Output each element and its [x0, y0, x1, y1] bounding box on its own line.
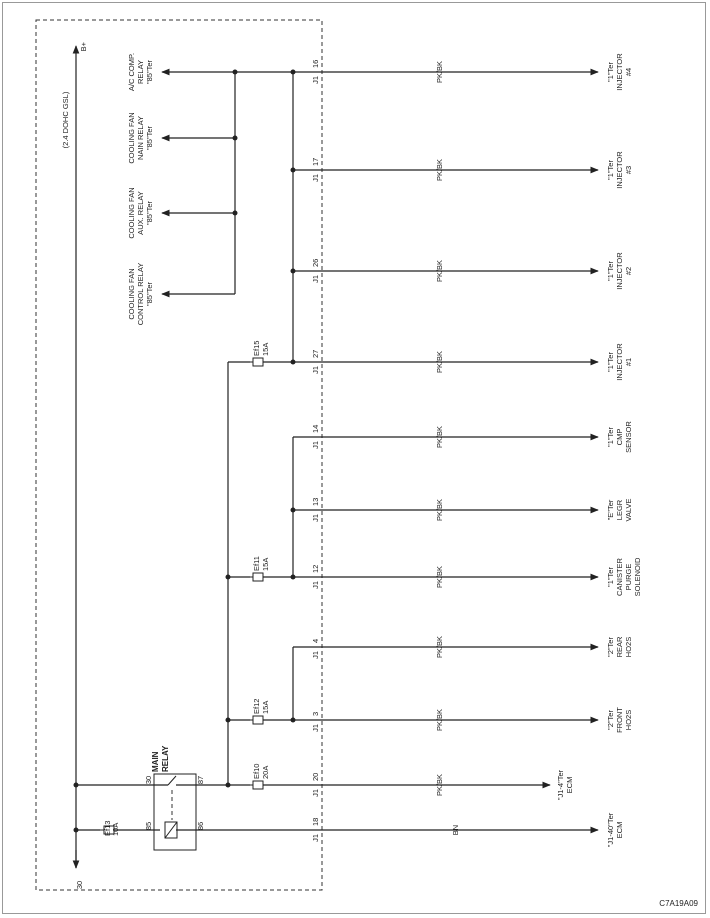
- svg-text:NAIN RELAY: NAIN RELAY: [136, 115, 145, 161]
- load-label-legr-valve: [606, 498, 633, 521]
- fuse-ef13-name: Ef13: [103, 820, 112, 836]
- svg-text:16: 16: [311, 59, 320, 68]
- load-label-cmp-sensor: [606, 421, 633, 453]
- svg-text:COOLING FAN: COOLING FAN: [127, 112, 136, 164]
- svg-text:"1"Ter: "1"Ter: [606, 352, 615, 372]
- label-ac-comp-relay: [127, 53, 154, 91]
- wire-color-label: BN: [451, 824, 460, 836]
- load-label-injector-1: [606, 343, 633, 381]
- svg-text:#2: #2: [624, 266, 633, 276]
- label-cooling-fan-control-relay: [127, 263, 154, 326]
- svg-text:INJECTOR: INJECTOR: [615, 53, 624, 91]
- svg-text:Ef12: Ef12: [252, 698, 261, 714]
- svg-text:"1"Ter: "1"Ter: [606, 567, 615, 587]
- svg-text:CANISTER: CANISTER: [615, 558, 624, 596]
- svg-text:J1: J1: [311, 76, 320, 84]
- fuse-box-outline: [36, 20, 322, 890]
- svg-text:REAR: REAR: [615, 636, 624, 658]
- relay-pin-85: 85: [144, 821, 153, 831]
- pin-label-4: [311, 639, 320, 659]
- relay-switch: [168, 776, 176, 785]
- svg-text:20: 20: [311, 772, 320, 781]
- svg-text:"85"Ter: "85"Ter: [145, 200, 154, 226]
- wire-color-label: PK/BK: [435, 425, 444, 449]
- svg-text:FRONT: FRONT: [615, 707, 624, 733]
- fuse-ef15-symbol: [250, 358, 263, 366]
- svg-text:COOLING FAN: COOLING FAN: [127, 268, 136, 320]
- svg-text:"J1-40"Ter: "J1-40"Ter: [606, 812, 615, 848]
- figure-code: C7A19A09: [659, 899, 698, 908]
- svg-text:"1"Ter: "1"Ter: [606, 160, 615, 180]
- svg-text:INJECTOR: INJECTOR: [615, 151, 624, 189]
- svg-text:"85"Ter: "85"Ter: [145, 281, 154, 307]
- relay-pin-87: 87: [196, 775, 205, 785]
- svg-text:RELAY: RELAY: [136, 59, 145, 85]
- svg-text:18: 18: [311, 817, 320, 826]
- wire-color-label: PK/BK: [435, 773, 444, 797]
- load-label-injector-3: [606, 151, 633, 189]
- label-cooling-fan-aux-relay: [127, 187, 154, 238]
- label-cooling-fan-main-relay: [127, 112, 154, 163]
- svg-text:#3: #3: [624, 165, 633, 175]
- relay-coil-diagonal: [165, 822, 177, 838]
- relay-pin-30: 30: [144, 775, 153, 785]
- svg-text:INJECTOR: INJECTOR: [615, 252, 624, 290]
- svg-text:27: 27: [311, 349, 320, 358]
- svg-text:3: 3: [311, 711, 320, 716]
- svg-text:J1: J1: [311, 581, 320, 589]
- svg-text:17: 17: [311, 157, 320, 166]
- svg-text:ECM: ECM: [565, 776, 574, 794]
- svg-text:#4: #4: [624, 67, 633, 77]
- wire-color-label: PK/BK: [435, 565, 444, 589]
- label-fuse-ef12: [252, 699, 270, 714]
- wire-color-label: PK/BK: [435, 635, 444, 659]
- svg-text:"E"Ter: "E"Ter: [606, 499, 615, 521]
- svg-text:"85"Ter: "85"Ter: [145, 59, 154, 85]
- svg-text:A/C COMP.: A/C COMP.: [127, 52, 136, 92]
- svg-text:LEGR: LEGR: [615, 499, 624, 521]
- svg-text:4: 4: [311, 638, 320, 643]
- main-relay-title-2: RELAY: [161, 745, 170, 772]
- load-label-ecm-j1-4: [556, 769, 574, 800]
- svg-text:COOLING FAN: COOLING FAN: [127, 187, 136, 239]
- junction-dot: [226, 575, 231, 580]
- b-plus-label: B+: [79, 42, 88, 52]
- svg-text:VALVE: VALVE: [624, 498, 633, 522]
- svg-text:J1: J1: [311, 651, 320, 659]
- label-fuse-ef10: [252, 764, 270, 779]
- load-label-front-ho2s: [606, 707, 633, 733]
- fuse-ef10-symbol: [250, 781, 263, 789]
- svg-text:#1: #1: [624, 357, 633, 367]
- wire-color-label: PK/BK: [435, 259, 444, 283]
- svg-text:26: 26: [311, 258, 320, 267]
- label-fuse-ef15: [252, 341, 270, 356]
- wire-color-label: PK/BK: [435, 498, 444, 522]
- svg-text:15A: 15A: [261, 700, 270, 714]
- svg-text:AUX. RELAY: AUX. RELAY: [136, 191, 145, 235]
- load-label-canister-purge-solenoid: [606, 557, 642, 596]
- svg-text:"J1-4"Ter: "J1-4"Ter: [556, 769, 565, 801]
- svg-text:Ef15: Ef15: [252, 340, 261, 356]
- svg-text:J1: J1: [311, 789, 320, 797]
- svg-text:20A: 20A: [261, 765, 270, 779]
- svg-text:ECM: ECM: [615, 821, 624, 839]
- svg-text:15A: 15A: [261, 557, 270, 571]
- svg-text:J1: J1: [311, 174, 320, 182]
- terminal-30-label: 30: [75, 880, 84, 890]
- svg-text:J1: J1: [311, 441, 320, 449]
- engine-variant-label: (2.4 DOHC GSL): [61, 91, 70, 149]
- pin-label-3: [311, 712, 320, 732]
- fuse-ef11-symbol: [250, 573, 263, 581]
- svg-text:J1: J1: [311, 366, 320, 374]
- svg-text:12: 12: [311, 564, 320, 573]
- junction-dot: [226, 718, 231, 723]
- svg-text:INJECTOR: INJECTOR: [615, 343, 624, 381]
- svg-text:PURGE: PURGE: [624, 563, 633, 591]
- svg-text:CMP: CMP: [615, 428, 624, 446]
- svg-text:"2"Ter: "2"Ter: [606, 710, 615, 730]
- svg-text:15A: 15A: [261, 342, 270, 356]
- svg-text:J1: J1: [311, 275, 320, 283]
- svg-text:J1: J1: [311, 724, 320, 732]
- svg-text:SOLENOID: SOLENOID: [633, 557, 642, 597]
- fuse-ef13-rating: 10A: [111, 822, 120, 836]
- svg-text:J1: J1: [311, 834, 320, 842]
- svg-text:Ef11: Ef11: [252, 556, 261, 571]
- svg-text:Ef10: Ef10: [252, 763, 261, 779]
- relay-pin-86: 86: [196, 821, 205, 831]
- svg-text:HO2S: HO2S: [624, 709, 633, 731]
- fuse-ef12-symbol: [250, 716, 263, 724]
- svg-text:13: 13: [311, 497, 320, 506]
- svg-text:"85"Ter: "85"Ter: [145, 125, 154, 151]
- svg-text:14: 14: [311, 424, 320, 433]
- load-label-injector-2: [606, 252, 633, 290]
- svg-text:CONTROL RELAY: CONTROL RELAY: [136, 262, 145, 326]
- load-label-ecm-j1-40: [606, 812, 624, 847]
- label-fuse-ef11: [252, 556, 270, 571]
- load-label-injector-4: [606, 53, 633, 91]
- svg-text:HO2S: HO2S: [624, 636, 633, 658]
- wire-color-label: PK/BK: [435, 708, 444, 732]
- wire-color-label: PK/BK: [435, 350, 444, 374]
- svg-text:"1"Ter: "1"Ter: [606, 62, 615, 82]
- main-relay-title-1: MAIN: [151, 751, 160, 772]
- svg-text:SENSOR: SENSOR: [624, 421, 633, 453]
- load-label-rear-ho2s: [606, 636, 633, 657]
- svg-text:"1"Ter: "1"Ter: [606, 427, 615, 447]
- svg-text:J1: J1: [311, 514, 320, 522]
- svg-text:"1"Ter: "1"Ter: [606, 261, 615, 281]
- svg-text:"2"Ter: "2"Ter: [606, 637, 615, 657]
- wire-color-label: PK/BK: [435, 60, 444, 84]
- wire-color-label: PK/BK: [435, 158, 444, 182]
